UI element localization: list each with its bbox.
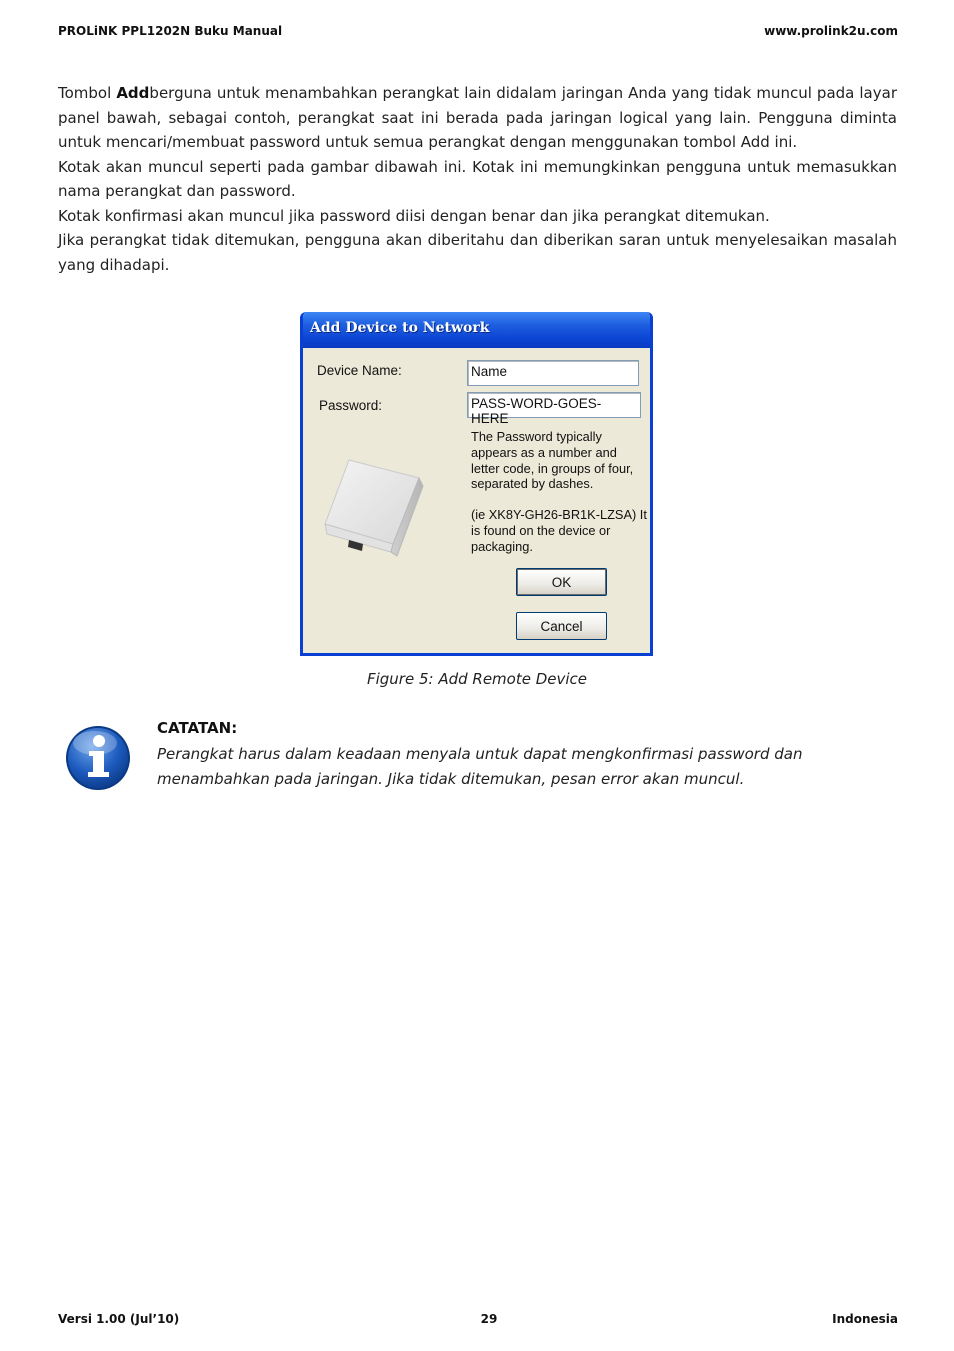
info-icon <box>64 724 132 796</box>
paragraph-4: Jika perangkat tidak ditemukan, pengguna akan diberitahu dan diberikan saran untuk menyelesaikan masalah yang dihadapi. <box>58 231 897 274</box>
page-number: 29 <box>480 1312 498 1326</box>
header-website: www.prolink2u.com <box>764 24 898 38</box>
footer-language: Indonesia <box>832 1312 898 1326</box>
device-name-input[interactable]: Name <box>467 360 639 386</box>
header-title: PROLiNK PPL1202N Buku Manual <box>58 24 283 38</box>
password-input[interactable]: PASS-WORD-GOES-HERE <box>467 392 641 418</box>
note-title: CATATAN: <box>157 719 238 737</box>
password-help-text <box>471 429 647 570</box>
powerline-adapter-image <box>321 452 426 571</box>
note-text: Perangkat harus dalam keadaan menyala untuk dapat mengkonfirmasi password dan menambahkan pada jaringan. Jika tidak ditemukan, pesan error akan muncul. <box>157 745 803 788</box>
figure-caption: Figure 5: Add Remote Device <box>366 670 588 688</box>
password-label: Password: <box>319 398 383 413</box>
help-paragraph-1: The Password typically appears as a number and letter code, in groups of four, separated by dashes. <box>471 429 634 492</box>
cancel-button[interactable]: Cancel <box>516 612 607 640</box>
paragraph-1: Tombol Addberguna untuk menambahkan perangkat lain didalam jaringan Anda yang tidak muncul pada layar panel bawah, sebagai contoh, perangkat saat ini berada pada jaringan logical yang lain. Pengguna diminta untuk mencari/membuat password untuk semua perangkat dengan menggunakan tombol Add ini. <box>58 84 897 151</box>
ok-button[interactable]: OK <box>516 568 607 596</box>
paragraph-3: Kotak konfirmasi akan muncul jika password diisi dengan benar dan jika perangkat ditemukan. <box>58 206 770 225</box>
dialog-title-bar[interactable]: Add Device to Network <box>303 312 650 348</box>
add-device-dialog <box>300 312 653 656</box>
device-name-label: Device Name: <box>317 363 402 378</box>
help-paragraph-2: (ie XK8Y-GH26-BR1K-LZSA) It is found on the device or packaging. <box>471 507 647 554</box>
footer-version: Versi 1.00 (Jul’10) <box>58 1312 180 1326</box>
body-text <box>58 81 897 277</box>
paragraph-2: Kotak akan muncul seperti pada gambar dibawah ini. Kotak ini memungkinkan pengguna untuk memasukkan nama perangkat dan password. <box>58 157 897 200</box>
add-keyword: Add <box>116 84 150 102</box>
